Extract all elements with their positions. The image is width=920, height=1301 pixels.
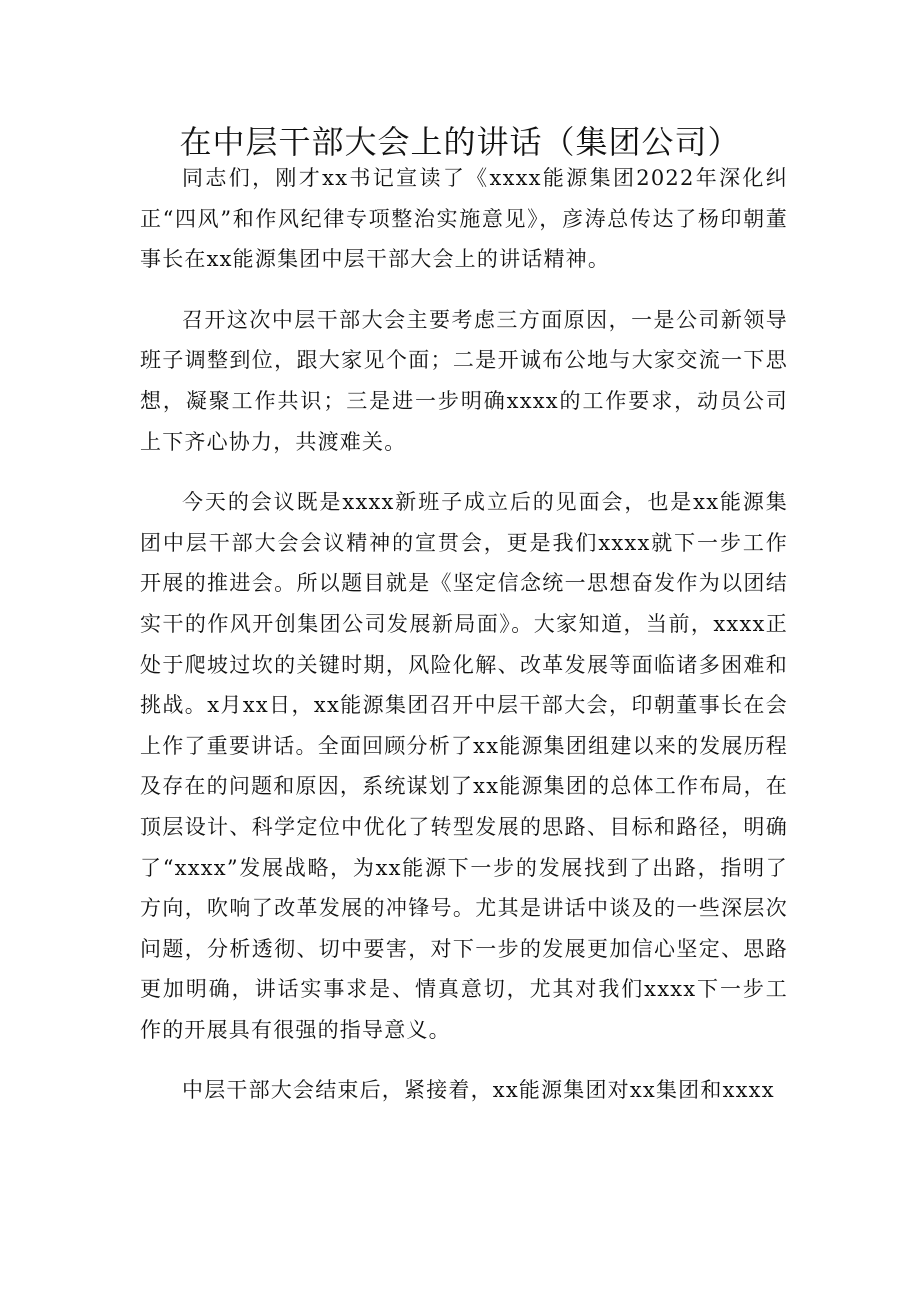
paragraph-3: 今天的会议既是xxxx新班子成立后的见面会，也是xx能源集团中层干部大会会议精神的宣贯会，更是我们xxxx就下一步工作开展的推进会。所以题目就是《坚定信念统一思想奋发作为以团结实干的作风开创集团公司发展新局面》。大家知道，当前，xxxx正处于爬坡过坎的关键时期，风险化解、改革发展等面临诸多困难和挑战。x月xx日，xx能源集团召开中层干部大会，印朝董事长在会上作了重要讲话。全面回顾分析了xx能源集团组建以来的发展历程及存在的问题和原因，系统谋划了xx能源集团的总体工作布局，在顶层设计、科学定位中优化了转型发展的思路、目标和路径，明确了“xxxx”发展战略，为xx能源下一步的发展找到了出路，指明了方向，吹响了改革发展的冲锋号。尤其是讲话中谈及的一些深层次问题，分析透彻、切中要害，对下一步的发展更加信心坚定、思路更加明确，讲话实事求是、情真意切，尤其对我们xxxx下一步工作的开展具有很强的指导意义。 xyxy=(140,490,788,1042)
document-body xyxy=(140,158,788,1131)
paragraph-1: 同志们，刚才xx书记宣读了《xxxx能源集团2022年深化纠正“四风”和作风纪律专项整治实施意见》，彦涛总传达了杨印朝董事长在xx能源集团中层干部大会上的讲话精神。 xyxy=(140,166,788,272)
paragraph-4: 中层干部大会结束后，紧接着，xx能源集团对xx集团和xxxx xyxy=(182,1078,775,1103)
paragraph-2: 召开这次中层干部大会主要考虑三方面原因，一是公司新领导班子调整到位，跟大家见个面；二是开诚布公地与大家交流一下思想，凝聚工作共识；三是进一步明确xxxx的工作要求，动员公司上下齐心协力，共渡难关。 xyxy=(140,307,788,454)
document-title: 在中层干部大会上的讲话（集团公司） xyxy=(179,123,741,161)
